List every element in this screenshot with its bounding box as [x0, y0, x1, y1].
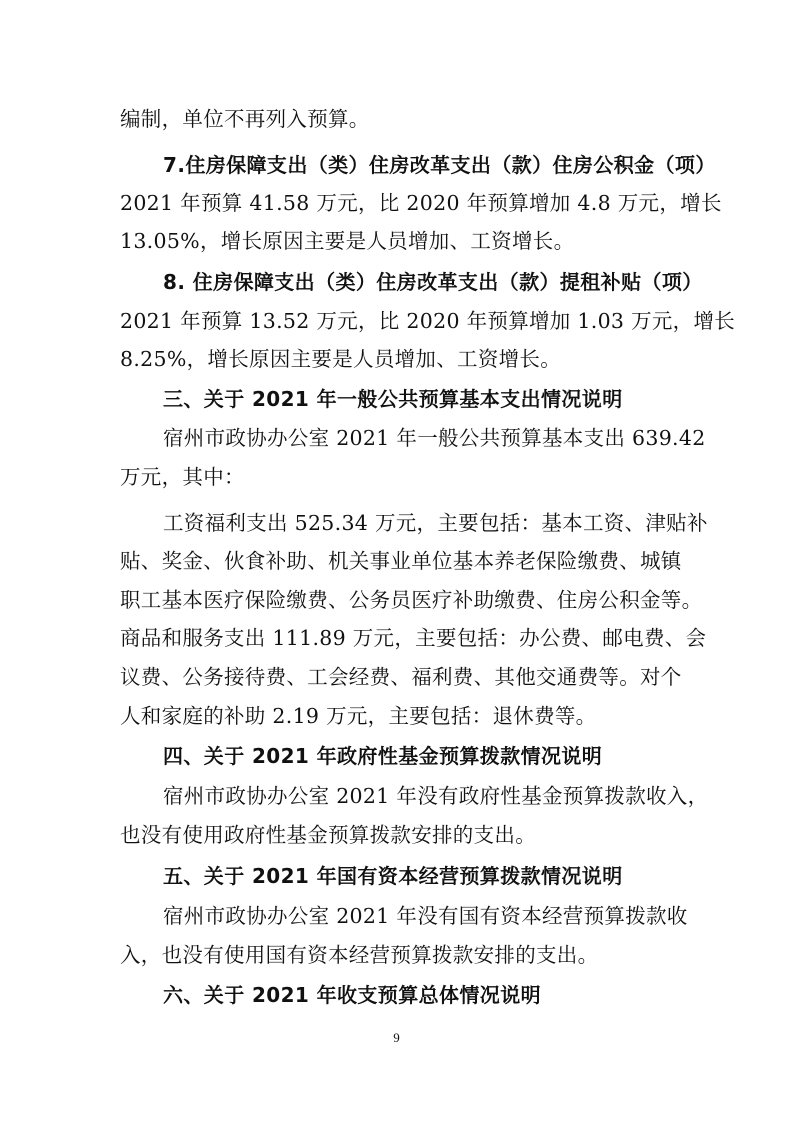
body-text-line: 编制，单位不再列入预算。 [120, 107, 370, 131]
body-text-line: 也没有使用政府性基金预算拨款安排的支出。 [120, 823, 536, 847]
section-heading-5: 五、关于 2021 年国有资本经营预算拨款情况说明 [163, 864, 623, 888]
body-text-line: 入，也没有使用国有资本经营预算拨款安排的支出。 [120, 943, 599, 967]
body-text-line: 宿州市政协办公室 2021 年没有政府性基金预算拨款收入， [163, 784, 709, 808]
section-heading-6: 六、关于 2021 年收支预算总体情况说明 [163, 983, 541, 1007]
body-text-line: 8.25%，增长原因主要是人员增加、工资增长。 [120, 347, 562, 371]
item-heading-rent-subsidy: 8. 住房保障支出（类）住房改革支出（款）提租补贴（项） [163, 270, 703, 294]
section-heading-4: 四、关于 2021 年政府性基金预算拨款情况说明 [163, 744, 603, 768]
body-text-line: 万元，其中： [120, 465, 245, 489]
body-text-line: 职工基本医疗保险缴费、公务员医疗补助缴费、住房公积金等。 [120, 588, 703, 612]
body-text-line: 工资福利支出 525.34 万元，主要包括：基本工资、津贴补 [163, 511, 708, 535]
item-heading-housing-fund: 7.住房保障支出（类）住房改革支出（款）住房公积金（项） [163, 153, 716, 177]
body-text-line: 宿州市政协办公室 2021 年没有国有资本经营预算拨款收 [163, 904, 688, 928]
body-text-line: 13.05%，增长原因主要是人员增加、工资增长。 [120, 229, 575, 253]
body-text-line: 2021 年预算 41.58 万元，比 2020 年预算增加 4.8 万元，增长 [120, 191, 722, 215]
body-text-line: 贴、奖金、伙食补助、机关事业单位基本养老保险缴费、城镇 [120, 549, 682, 573]
body-text-line: 议费、公务接待费、工会经费、福利费、其他交通费等。对个 [120, 665, 682, 689]
section-heading-3: 三、关于 2021 年一般公共预算基本支出情况说明 [163, 387, 623, 411]
body-text-line: 商品和服务支出 111.89 万元，主要包括：办公费、邮电费、会 [120, 626, 707, 650]
body-text-line: 人和家庭的补助 2.19 万元，主要包括：退休费等。 [120, 704, 597, 728]
body-text-line: 2021 年预算 13.52 万元，比 2020 年预算增加 1.03 万元，增长 [120, 309, 736, 333]
body-text-line: 宿州市政协办公室 2021 年一般公共预算基本支出 639.42 [163, 426, 706, 450]
page-number: 9 [393, 1030, 400, 1045]
